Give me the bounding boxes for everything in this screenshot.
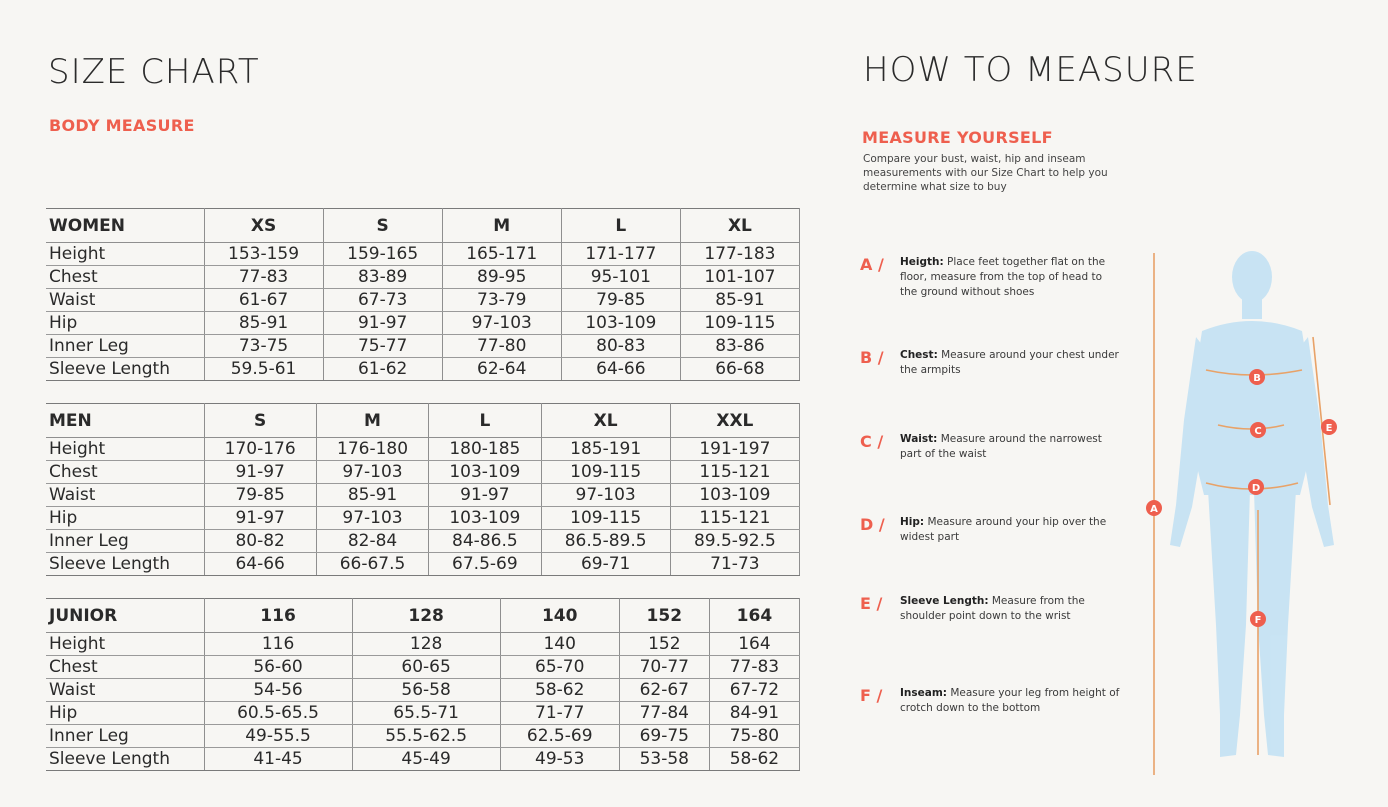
table-row bbox=[46, 656, 800, 679]
size-value: 69-75 bbox=[619, 725, 709, 748]
table-body bbox=[46, 633, 800, 771]
row-label: Waist bbox=[46, 679, 204, 702]
size-value: 73-79 bbox=[442, 289, 561, 312]
size-value: 171-177 bbox=[561, 243, 680, 266]
row-label: Height bbox=[46, 243, 204, 266]
size-value: 79-85 bbox=[561, 289, 680, 312]
size-value: 62-64 bbox=[442, 358, 561, 381]
row-label: Waist bbox=[46, 289, 204, 312]
size-value: 109-115 bbox=[541, 461, 670, 484]
step-letter: F / bbox=[860, 686, 883, 705]
size-value: 164 bbox=[709, 633, 799, 656]
size-value: 84-86.5 bbox=[429, 530, 541, 553]
size-value: 60.5-65.5 bbox=[204, 702, 352, 725]
header-cell: 164 bbox=[709, 599, 799, 633]
header-cell: XL bbox=[541, 404, 670, 438]
marker-b-label: B bbox=[1253, 373, 1261, 384]
size-value: 95-101 bbox=[561, 266, 680, 289]
size-value: 170-176 bbox=[204, 438, 316, 461]
size-value: 109-115 bbox=[541, 507, 670, 530]
size-value: 56-58 bbox=[352, 679, 500, 702]
size-value: 116 bbox=[204, 633, 352, 656]
size-value: 65.5-71 bbox=[352, 702, 500, 725]
size-value: 103-109 bbox=[429, 507, 541, 530]
size-value: 103-109 bbox=[670, 484, 799, 507]
measure-yourself-subtitle: MEASURE YOURSELF bbox=[862, 128, 1053, 147]
step-text: Measure from the shoulder point down to the wrist bbox=[900, 595, 1085, 622]
table-row bbox=[46, 553, 800, 576]
size-value: 77-83 bbox=[709, 656, 799, 679]
step-term: Inseam: bbox=[900, 687, 947, 699]
men-size-table bbox=[46, 403, 800, 576]
step-description bbox=[900, 594, 1122, 624]
header-cell: 140 bbox=[500, 599, 619, 633]
size-value: 55.5-62.5 bbox=[352, 725, 500, 748]
size-value: 185-191 bbox=[541, 438, 670, 461]
size-value: 159-165 bbox=[323, 243, 442, 266]
row-label: Sleeve Length bbox=[46, 748, 204, 771]
step-term: Waist: bbox=[900, 433, 938, 445]
size-value: 70-77 bbox=[619, 656, 709, 679]
step-letter: C / bbox=[860, 432, 884, 451]
table-row bbox=[46, 633, 800, 656]
row-label: Height bbox=[46, 438, 204, 461]
table-row bbox=[46, 289, 800, 312]
intro-text: Compare your bust, waist, hip and inseam measurements with our Size Chart to help you determine what size to buy bbox=[863, 153, 1108, 193]
size-value: 85-91 bbox=[204, 312, 323, 335]
size-value: 73-75 bbox=[204, 335, 323, 358]
size-value: 97-103 bbox=[541, 484, 670, 507]
size-value: 97-103 bbox=[316, 461, 428, 484]
table-header-row bbox=[46, 404, 800, 438]
step-description bbox=[900, 255, 1122, 300]
header-cell: M bbox=[316, 404, 428, 438]
step-letter: E / bbox=[860, 594, 883, 613]
size-value: 77-80 bbox=[442, 335, 561, 358]
step-term: Chest: bbox=[900, 349, 938, 361]
size-value: 86.5-89.5 bbox=[541, 530, 670, 553]
row-label: Hip bbox=[46, 702, 204, 725]
size-value: 75-80 bbox=[709, 725, 799, 748]
size-value: 165-171 bbox=[442, 243, 561, 266]
table-body bbox=[46, 438, 800, 576]
step-text: Measure your leg from height of crotch down to the bottom bbox=[900, 687, 1120, 714]
size-chart-title: SIZE CHART bbox=[48, 52, 260, 92]
size-value: 85-91 bbox=[316, 484, 428, 507]
size-value: 79-85 bbox=[204, 484, 316, 507]
size-value: 58-62 bbox=[500, 679, 619, 702]
size-value: 67.5-69 bbox=[429, 553, 541, 576]
step-letter: D / bbox=[860, 515, 885, 534]
header-cell: L bbox=[561, 209, 680, 243]
table-row bbox=[46, 725, 800, 748]
size-value: 191-197 bbox=[670, 438, 799, 461]
size-value: 62.5-69 bbox=[500, 725, 619, 748]
size-value: 49-55.5 bbox=[204, 725, 352, 748]
header-cell: XL bbox=[680, 209, 799, 243]
size-value: 49-53 bbox=[500, 748, 619, 771]
size-value: 45-49 bbox=[352, 748, 500, 771]
women-size-table bbox=[46, 208, 800, 381]
header-cell: WOMEN bbox=[46, 209, 204, 243]
table-row bbox=[46, 438, 800, 461]
size-value: 80-83 bbox=[561, 335, 680, 358]
size-value: 91-97 bbox=[204, 461, 316, 484]
body-figure-illustration bbox=[1140, 245, 1350, 775]
size-value: 60-65 bbox=[352, 656, 500, 679]
row-label: Inner Leg bbox=[46, 530, 204, 553]
row-label: Chest bbox=[46, 461, 204, 484]
table-body bbox=[46, 243, 800, 381]
size-value: 64-66 bbox=[204, 553, 316, 576]
header-cell: L bbox=[429, 404, 541, 438]
how-to-measure-title: HOW TO MEASURE bbox=[863, 50, 1198, 90]
size-value: 91-97 bbox=[204, 507, 316, 530]
size-value: 140 bbox=[500, 633, 619, 656]
size-value: 89-95 bbox=[442, 266, 561, 289]
table-header-row bbox=[46, 209, 800, 243]
step-description bbox=[900, 348, 1122, 378]
marker-a-label: A bbox=[1150, 504, 1158, 515]
size-value: 59.5-61 bbox=[204, 358, 323, 381]
size-value: 153-159 bbox=[204, 243, 323, 266]
header-cell: S bbox=[323, 209, 442, 243]
size-value: 91-97 bbox=[323, 312, 442, 335]
size-value: 54-56 bbox=[204, 679, 352, 702]
header-cell: MEN bbox=[46, 404, 204, 438]
size-value: 103-109 bbox=[561, 312, 680, 335]
size-value: 115-121 bbox=[670, 461, 799, 484]
size-value: 103-109 bbox=[429, 461, 541, 484]
size-value: 65-70 bbox=[500, 656, 619, 679]
size-value: 67-72 bbox=[709, 679, 799, 702]
size-value: 82-84 bbox=[316, 530, 428, 553]
header-cell: XS bbox=[204, 209, 323, 243]
size-value: 80-82 bbox=[204, 530, 316, 553]
header-cell: JUNIOR bbox=[46, 599, 204, 633]
row-label: Waist bbox=[46, 484, 204, 507]
body-silhouette bbox=[1170, 251, 1334, 757]
header-cell: 116 bbox=[204, 599, 352, 633]
size-value: 176-180 bbox=[316, 438, 428, 461]
size-value: 61-62 bbox=[323, 358, 442, 381]
size-value: 69-71 bbox=[541, 553, 670, 576]
row-label: Sleeve Length bbox=[46, 553, 204, 576]
size-value: 128 bbox=[352, 633, 500, 656]
size-value: 109-115 bbox=[680, 312, 799, 335]
table-row bbox=[46, 266, 800, 289]
size-value: 58-62 bbox=[709, 748, 799, 771]
size-value: 84-91 bbox=[709, 702, 799, 725]
header-cell: S bbox=[204, 404, 316, 438]
row-label: Inner Leg bbox=[46, 335, 204, 358]
size-value: 97-103 bbox=[316, 507, 428, 530]
size-value: 89.5-92.5 bbox=[670, 530, 799, 553]
row-label: Chest bbox=[46, 266, 204, 289]
marker-e-label: E bbox=[1325, 423, 1333, 434]
size-value: 75-77 bbox=[323, 335, 442, 358]
row-label: Hip bbox=[46, 312, 204, 335]
step-text: Measure around your hip over the widest part bbox=[900, 516, 1107, 543]
step-term: Heigth: bbox=[900, 256, 944, 268]
size-value: 83-89 bbox=[323, 266, 442, 289]
header-cell: 128 bbox=[352, 599, 500, 633]
step-description bbox=[900, 686, 1122, 716]
size-value: 53-58 bbox=[619, 748, 709, 771]
table-row bbox=[46, 679, 800, 702]
table-row bbox=[46, 530, 800, 553]
size-value: 71-77 bbox=[500, 702, 619, 725]
size-value: 101-107 bbox=[680, 266, 799, 289]
size-value: 56-60 bbox=[204, 656, 352, 679]
row-label: Inner Leg bbox=[46, 725, 204, 748]
row-label: Sleeve Length bbox=[46, 358, 204, 381]
size-value: 85-91 bbox=[680, 289, 799, 312]
row-label: Chest bbox=[46, 656, 204, 679]
table-row bbox=[46, 335, 800, 358]
size-value: 177-183 bbox=[680, 243, 799, 266]
table-header-row bbox=[46, 599, 800, 633]
size-value: 180-185 bbox=[429, 438, 541, 461]
step-text: Place feet together flat on the floor, measure from the top of head to the ground without shoes bbox=[900, 256, 1106, 298]
body-measure-subtitle: BODY MEASURE bbox=[49, 116, 195, 135]
table-row bbox=[46, 748, 800, 771]
step-letter: B / bbox=[860, 348, 884, 367]
size-value: 77-84 bbox=[619, 702, 709, 725]
step-text: Measure around your chest under the armpits bbox=[900, 349, 1119, 376]
table-row bbox=[46, 702, 800, 725]
row-label: Hip bbox=[46, 507, 204, 530]
table-row bbox=[46, 507, 800, 530]
marker-f-label: F bbox=[1254, 615, 1262, 626]
table-row bbox=[46, 312, 800, 335]
row-label: Height bbox=[46, 633, 204, 656]
junior-size-table bbox=[46, 598, 800, 771]
header-cell: XXL bbox=[670, 404, 799, 438]
size-value: 91-97 bbox=[429, 484, 541, 507]
table-row bbox=[46, 358, 800, 381]
size-value: 115-121 bbox=[670, 507, 799, 530]
size-value: 67-73 bbox=[323, 289, 442, 312]
size-value: 41-45 bbox=[204, 748, 352, 771]
size-value: 61-67 bbox=[204, 289, 323, 312]
table-row bbox=[46, 243, 800, 266]
size-value: 71-73 bbox=[670, 553, 799, 576]
header-cell: M bbox=[442, 209, 561, 243]
step-term: Hip: bbox=[900, 516, 925, 528]
header-cell: 152 bbox=[619, 599, 709, 633]
marker-d-label: D bbox=[1251, 483, 1261, 494]
step-term: Sleeve Length: bbox=[900, 595, 989, 607]
table-row bbox=[46, 484, 800, 507]
size-value: 66-67.5 bbox=[316, 553, 428, 576]
step-description bbox=[900, 432, 1122, 462]
step-description bbox=[900, 515, 1122, 545]
size-value: 83-86 bbox=[680, 335, 799, 358]
step-letter: A / bbox=[860, 255, 884, 274]
marker-c-label: C bbox=[1254, 426, 1262, 437]
size-value: 62-67 bbox=[619, 679, 709, 702]
size-value: 64-66 bbox=[561, 358, 680, 381]
size-value: 77-83 bbox=[204, 266, 323, 289]
size-value: 97-103 bbox=[442, 312, 561, 335]
table-row bbox=[46, 461, 800, 484]
size-value: 152 bbox=[619, 633, 709, 656]
size-value: 66-68 bbox=[680, 358, 799, 381]
step-text: Measure around the narrowest part of the waist bbox=[900, 433, 1102, 460]
